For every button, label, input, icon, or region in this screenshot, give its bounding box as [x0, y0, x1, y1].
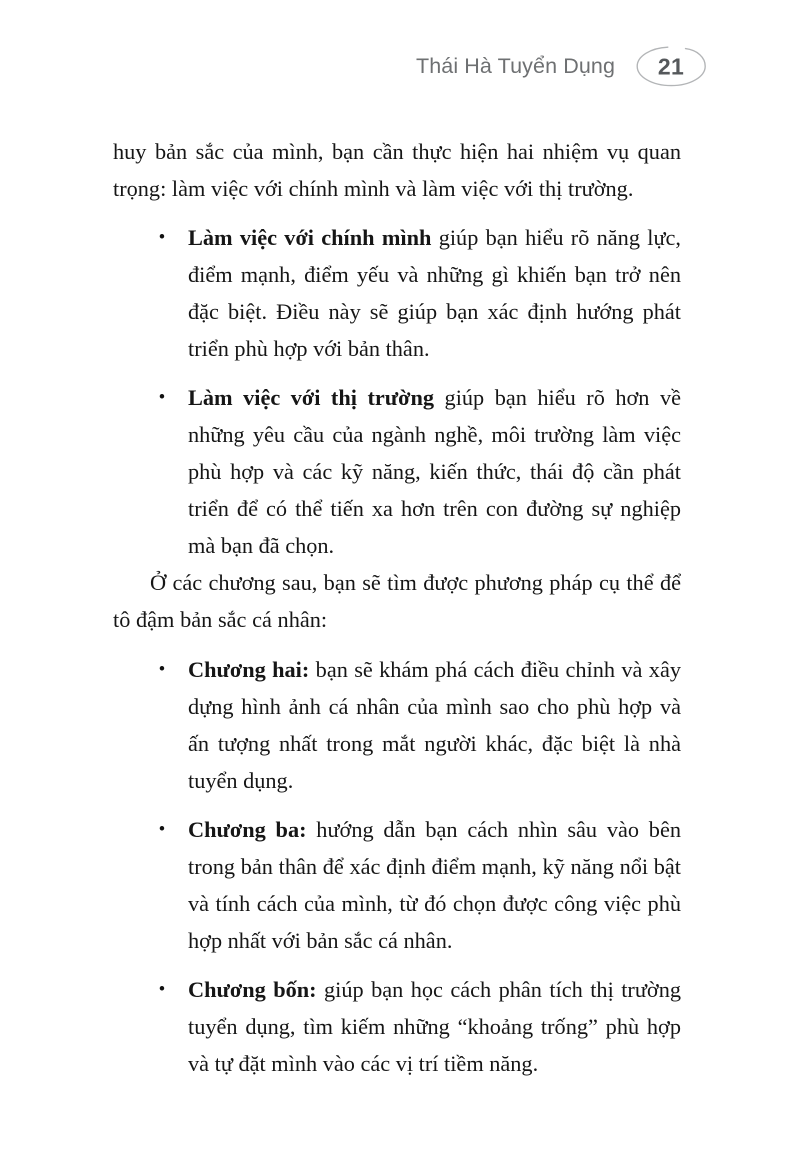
list-item-text: giúp bạn học cách phân tích thị trường tuyển dụng, tìm kiếm những “khoảng trống” phù hợp và tự đặt mình vào các vị trí tiềm năng.	[188, 977, 681, 1076]
list-item-lead-in: Làm việc với chính mình	[188, 225, 432, 250]
running-header	[113, 44, 707, 90]
list-item-text: hướng dẫn bạn cách nhìn sâu vào bên trong bản thân để xác định điểm mạnh, kỹ năng nổi bật và tính cách của mình, từ đó chọn được công việc phù hợp nhất với bản sắc cá nhân.	[188, 817, 682, 953]
list-item-text: giúp bạn hiểu rõ hơn về những yêu cầu của ngành nghề, môi trường làm việc phù hợp và các kỹ năng, kiến thức, thái độ cần phát triển để có thể tiến xa hơn trên con đường sự nghiệp mà bạn đã chọn.	[188, 385, 681, 558]
list-item	[113, 379, 681, 564]
page-number: 21	[657, 53, 685, 79]
bullet-point-icon: •	[158, 819, 166, 840]
list-item-text: bạn sẽ khám phá cách điều chỉnh và xây dựng hình ảnh cá nhân của mình sao cho phù hợp và ấn tượng nhất trong mắt người khác, đặc biệt là nhà tuyển dụng.	[188, 657, 681, 793]
opening-paragraph: huy bản sắc của mình, bạn cần thực hiện hai nhiệm vụ quan trọng: làm việc với chính mình và làm việc với thị trường.	[113, 139, 681, 201]
book-title: Thái Hà Tuyển Dụng	[416, 54, 615, 79]
bullet-point-icon: •	[158, 387, 166, 408]
list-item-lead-in: Chương ba:	[188, 817, 307, 842]
text-column	[113, 133, 681, 1082]
bullet-point-icon: •	[158, 659, 166, 680]
bullet-point-icon: •	[158, 227, 166, 248]
list-item-text: giúp bạn hiểu rõ năng lực, điểm mạnh, điểm yếu và những gì khiến bạn trở nên đặc biệt. Điều này sẽ giúp bạn xác định hướng phát triển phù hợp với bản thân.	[188, 225, 682, 361]
list-item	[113, 651, 681, 799]
list-item	[113, 971, 681, 1082]
page-number-badge	[635, 45, 707, 89]
chapter-bullet-list	[113, 651, 681, 1082]
list-item-lead-in: Chương hai:	[188, 657, 310, 682]
middle-paragraph: Ở các chương sau, bạn sẽ tìm được phương pháp cụ thể để tô đậm bản sắc cá nhân:	[113, 570, 681, 632]
task-bullet-list	[113, 219, 681, 564]
bullet-point-icon: •	[158, 979, 166, 1000]
list-item-lead-in: Chương bốn:	[188, 977, 317, 1002]
list-item	[113, 219, 681, 367]
list-item-lead-in: Làm việc với thị trường	[188, 385, 435, 410]
list-item	[113, 811, 681, 959]
